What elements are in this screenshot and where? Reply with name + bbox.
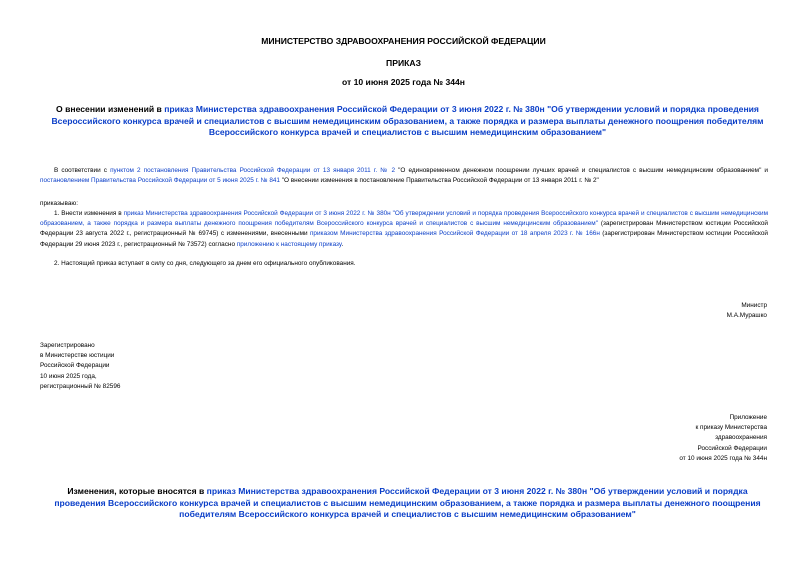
appendix-line-2: к приказу Министерства — [695, 424, 767, 432]
title-order-link[interactable]: приказ Министерства здравоохранения Российской Федерации от 3 июня 2022 г. № 380н "Об утверждении условий и порядка проведения Всероссийского конкурса врачей и специалистов с высшим немедицинским образованием, а также порядка и размера выплаты денежного поощрения победителям Всероссийского конкурса врачей и специалистов с высшим немедицинским образованием" — [51, 104, 764, 137]
signature-block — [727, 301, 767, 321]
document-title — [48, 104, 767, 139]
basis-text-2: "О единовременном денежном поощрении лучших врачей и специалистов с высшим немедицинским образованием" и — [395, 167, 768, 174]
basis-link-resolution-2[interactable]: пунктом 2 постановления Правительства Российской Федерации от 13 января 2011 г. № 2 — [110, 167, 396, 174]
title-prefix: О внесении изменений в — [56, 104, 165, 114]
item1-text-2: (зарегистрирован Министерством юстиции Российской Федерации 23 августа 2022 г., регистрационный № 69745) с изменениями, внесенными — [40, 220, 768, 238]
item-1-paragraph — [40, 209, 768, 250]
registration-block — [40, 341, 120, 392]
registration-line-3: Российской Федерации — [40, 362, 110, 370]
basis-paragraph — [40, 166, 768, 186]
changes-title-order-link[interactable]: приказ Министерства здравоохранения Российской Федерации от 3 июня 2022 г. № 380н "Об утверждении условий и порядка проведения Всероссийского конкурса врачей и специалистов с высшим немедицинским образованием, а также порядка и размера выплаты денежного поощрения победителям Всероссийского конкурса врачей и специалистов с высшим немедицинским образованием" — [54, 486, 761, 519]
appendix-line-4: Российской Федерации — [697, 444, 767, 452]
orders-word: приказываю: — [40, 200, 78, 207]
appendix-block — [679, 413, 767, 464]
appendix-line-5: от 10 июня 2025 года № 344н — [679, 454, 767, 462]
document-type-heading: ПРИКАЗ — [386, 58, 421, 68]
item-2-paragraph — [40, 259, 768, 269]
item1-text-1: 1. Внести изменения в — [54, 210, 124, 217]
appendix-line-3: здравоохранения — [715, 434, 767, 442]
basis-text-3: "О внесении изменения в постановление Правительства Российской Федерации от 13 января 2011 г. № 2" — [279, 177, 599, 185]
registration-line-1: Зарегистрировано — [40, 342, 95, 349]
document-date-number: от 10 июня 2025 года № 344н — [341, 77, 466, 87]
changes-title-prefix: Изменения, которые вносятся в — [67, 486, 207, 496]
appendix-line-1: Приложение — [729, 414, 767, 421]
registration-line-5: регистрационный № 82596 — [40, 382, 121, 390]
item1-link-order-166n[interactable]: приказом Министерства здравоохранения Российской Федерации от 18 апреля 2023 г. № 166н — [309, 230, 600, 238]
signature-name: М.А.Мурашко — [726, 312, 767, 320]
registration-line-4: 10 июня 2025 года, — [40, 372, 97, 380]
item2-text: 2. Настоящий приказ вступает в силу со дня, следующего за днем его официального опубликования. — [54, 260, 356, 267]
item1-text-4: . — [341, 240, 344, 248]
item1-text-3: (зарегистрирован Министерством юстиции Российской Федерации 29 июня 2023 г., регистрационный № 73572) согласно — [40, 230, 769, 248]
signature-position: Министр — [741, 302, 767, 309]
ministry-heading: МИНИСТЕРСТВО ЗДРАВООХРАНЕНИЯ РОССИЙСКОЙ ФЕДЕРАЦИИ — [261, 36, 546, 46]
item1-link-appendix[interactable]: приложению к настоящему приказу — [236, 240, 342, 248]
registration-line-2: в Министерстве юстиции — [40, 352, 115, 360]
changes-title — [48, 486, 767, 521]
basis-link-resolution-841[interactable]: постановлением Правительства Российской Федерации от 5 июня 2025 г. № 841 — [40, 177, 280, 185]
basis-text-1: В соответствии с — [54, 167, 111, 174]
item1-link-order-380n[interactable]: приказ Министерства здравоохранения Российской Федерации от 3 июня 2022 г. № 380н "Об утверждении условий и порядка проведения Всероссийского конкурса врачей и специалистов с высшим немедицинским образованием, а также порядка и размера выплаты денежного поощрения победителям Всероссийского конкурса врачей и специалистов с высшим немедицинским образованием" — [40, 210, 768, 228]
